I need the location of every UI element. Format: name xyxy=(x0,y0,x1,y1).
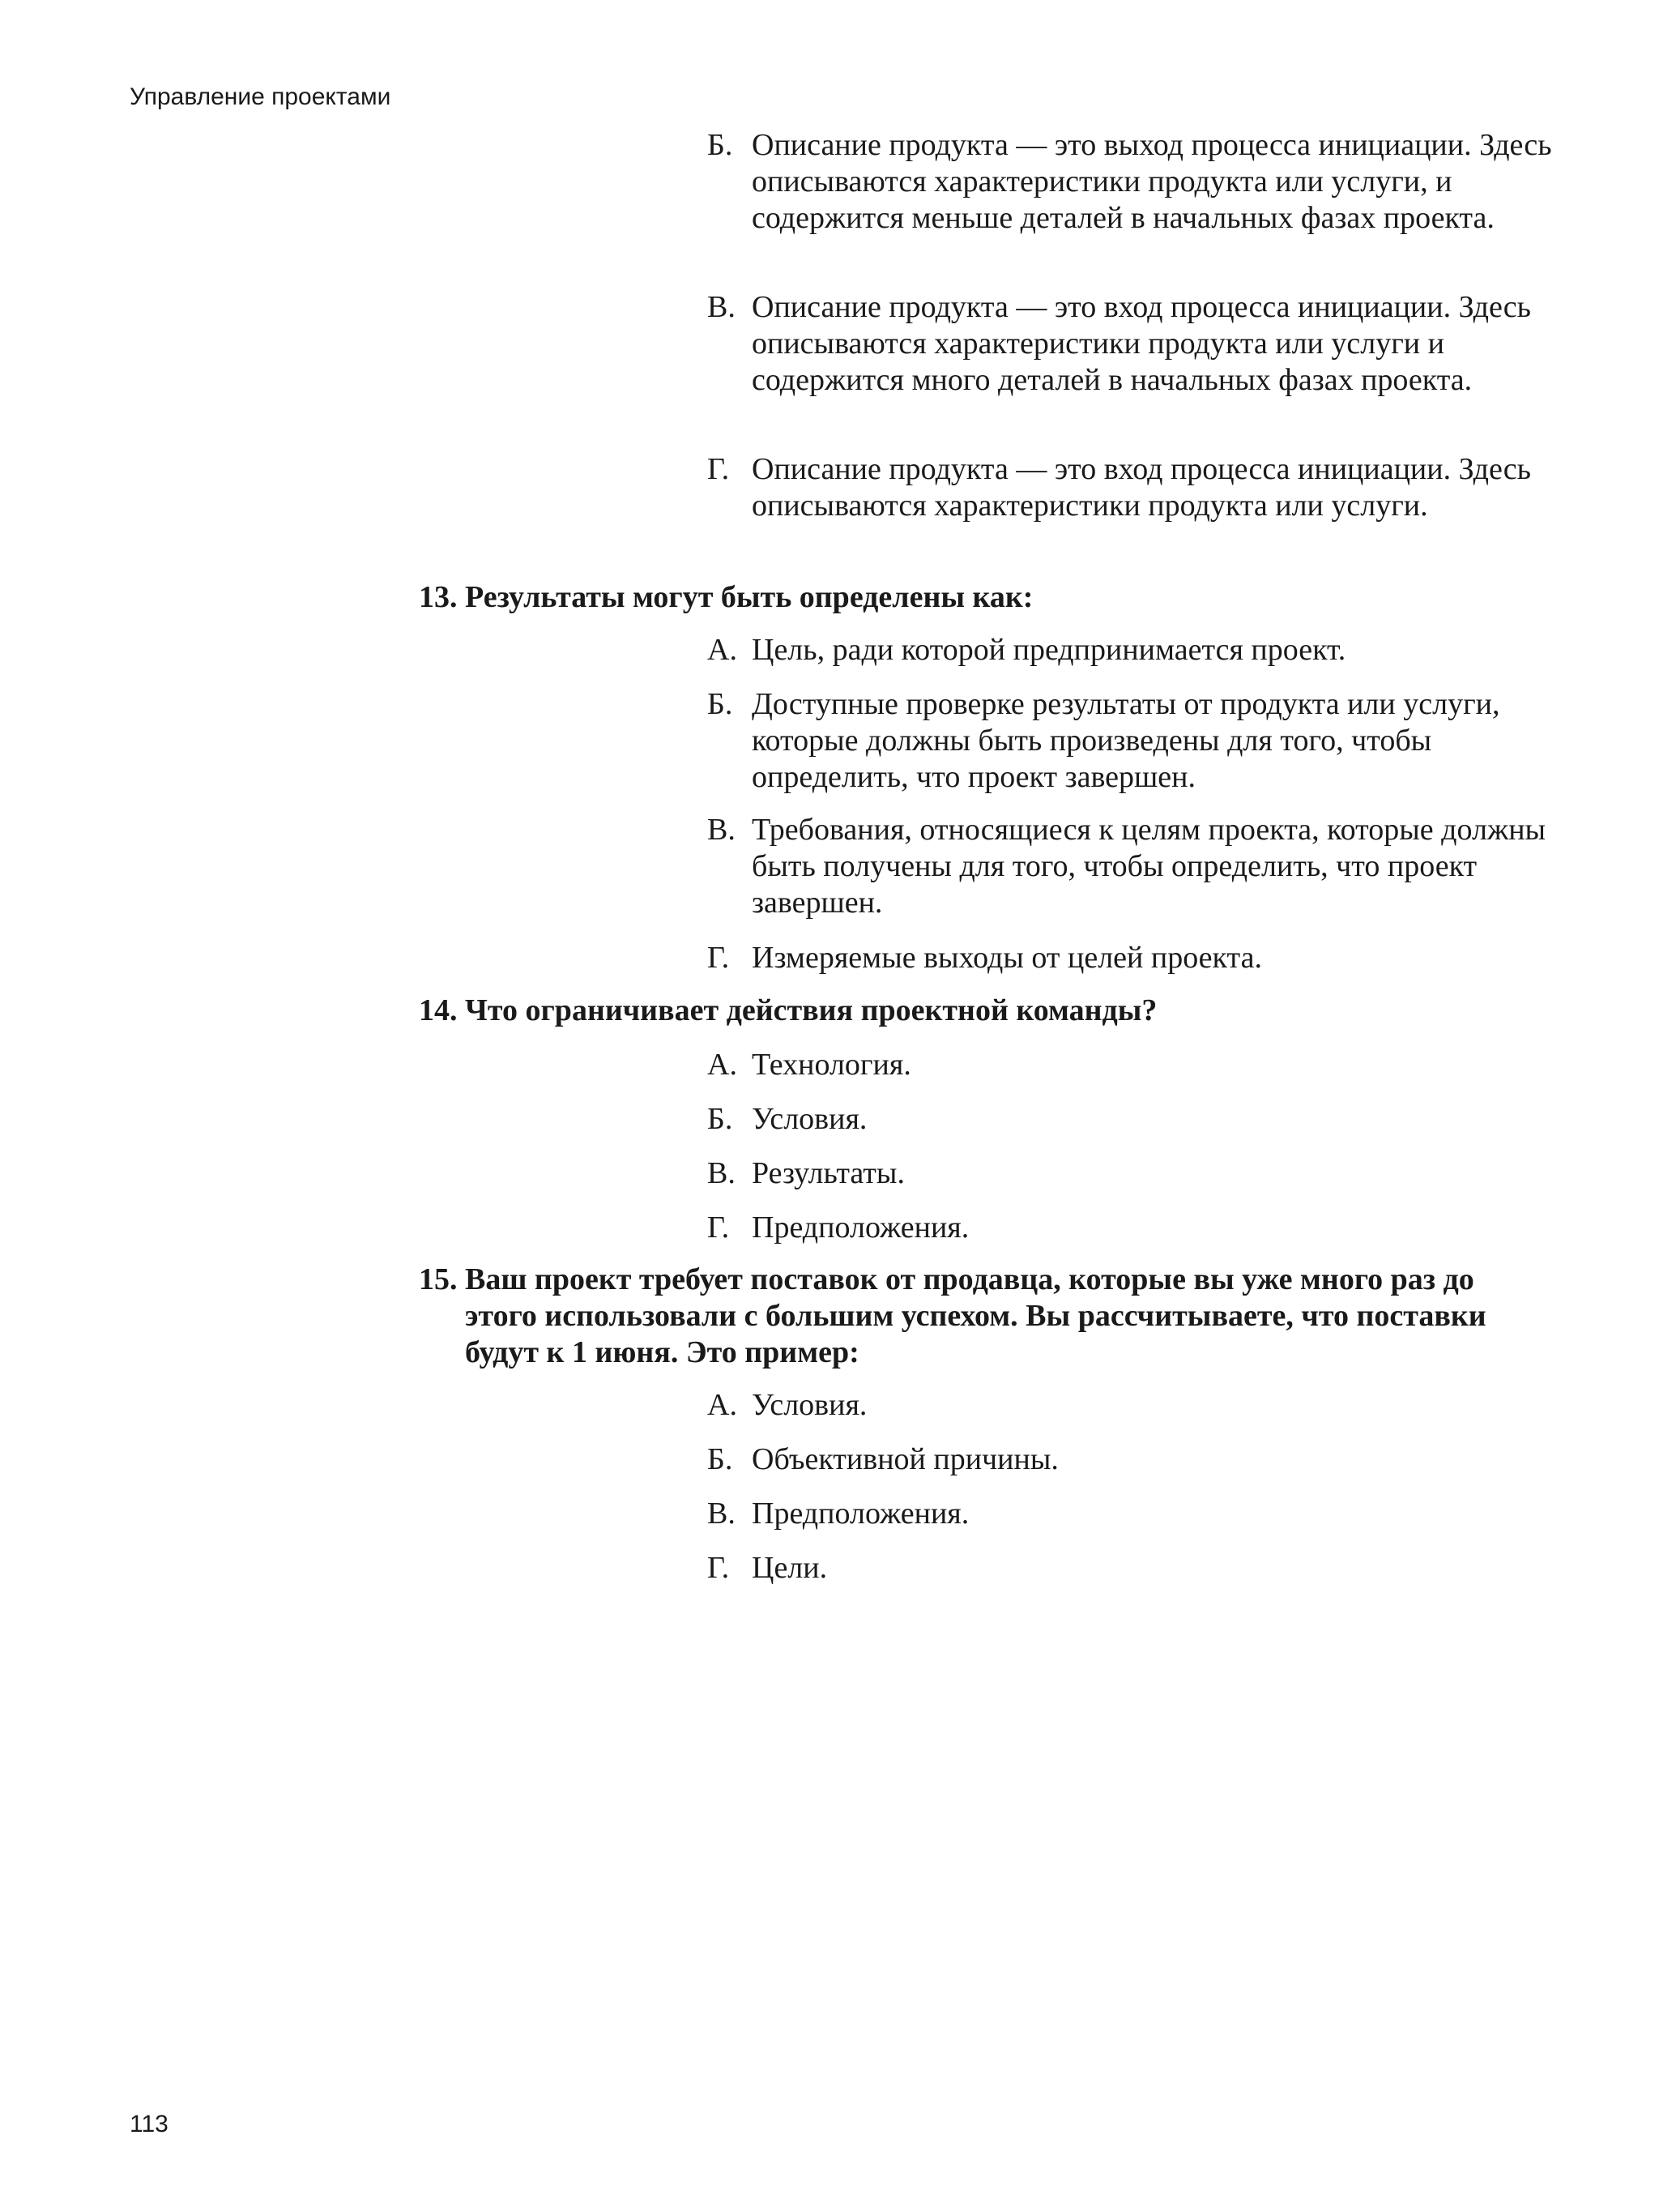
q15-option-g xyxy=(707,1550,1574,1586)
page-number: 113 xyxy=(130,2111,168,2137)
option-letter: Г. xyxy=(707,941,730,975)
question-15 xyxy=(419,1262,1549,1371)
option-letter: В. xyxy=(707,290,736,324)
option-text: Условия. xyxy=(752,1102,868,1136)
option-letter: Г. xyxy=(707,1551,730,1585)
option-letter: В. xyxy=(707,813,736,847)
option-text: Объективной причины. xyxy=(752,1442,1059,1476)
option-text: Описание продукта — это выход процесса инициации. Здесь описываются характеристики продукта или услуги, и содержится меньше деталей в начальных фазах проекта. xyxy=(752,128,1552,235)
question-13 xyxy=(419,579,1549,616)
option-text: Предположения. xyxy=(752,1497,970,1531)
q14-option-v xyxy=(707,1155,1574,1192)
option-letter: В. xyxy=(707,1156,736,1190)
option-text: Цели. xyxy=(752,1551,828,1585)
q14-option-g xyxy=(707,1210,1574,1246)
question-number: 15. xyxy=(419,1262,458,1296)
option-letter: А. xyxy=(707,1048,737,1082)
option-text: Измеряемые выходы от целей проекта. xyxy=(752,941,1262,975)
q15-option-a xyxy=(707,1387,1574,1424)
option-text: Описание продукта — это вход процесса инициации. Здесь описываются характеристики продукта или услуги. xyxy=(752,452,1532,523)
option-letter: А. xyxy=(707,633,737,667)
option-letter: Б. xyxy=(707,687,733,721)
q15-option-b xyxy=(707,1441,1574,1478)
option-letter: Б. xyxy=(707,128,733,162)
q13-option-v xyxy=(707,812,1574,921)
option-letter: Б. xyxy=(707,1102,733,1136)
option-text: Технология. xyxy=(752,1048,911,1082)
option-letter: В. xyxy=(707,1497,736,1531)
option-text: Доступные проверке результаты от продукта или услуги, которые должны быть произведены для того, чтобы определить, что проект завершен. xyxy=(752,687,1500,794)
running-header: Управление проектами xyxy=(130,83,391,110)
question-text: Результаты могут быть определены как: xyxy=(465,580,1034,614)
q12-option-b xyxy=(707,127,1574,237)
q15-option-v xyxy=(707,1496,1574,1532)
q13-option-a xyxy=(707,632,1574,668)
q14-option-b xyxy=(707,1101,1574,1138)
question-number: 14. xyxy=(419,993,458,1027)
option-text: Описание продукта — это вход процесса инициации. Здесь описываются характеристики продукта или услуги и содержится много деталей в начальных фазах проекта. xyxy=(752,290,1532,397)
question-text: Что ограничивает действия проектной команды? xyxy=(465,993,1158,1027)
question-number: 13. xyxy=(419,580,458,614)
question-14 xyxy=(419,993,1549,1029)
q13-option-b xyxy=(707,686,1574,796)
option-text: Результаты. xyxy=(752,1156,905,1190)
q12-option-v xyxy=(707,289,1574,399)
q12-option-g xyxy=(707,451,1574,524)
option-letter: Г. xyxy=(707,1211,730,1245)
q13-option-g xyxy=(707,940,1574,976)
option-letter: Б. xyxy=(707,1442,733,1476)
option-letter: Г. xyxy=(707,452,730,486)
option-text: Предположения. xyxy=(752,1211,970,1245)
question-text: Ваш проект требует поставок от продавца, которые вы уже много раз до этого использовали с большим успехом. Вы рассчитываете, что поставки будут к 1 июня. Это пример: xyxy=(465,1262,1486,1369)
option-text: Условия. xyxy=(752,1388,868,1422)
option-text: Цель, ради которой предпринимается проект. xyxy=(752,633,1346,667)
option-text: Требования, относящиеся к целям проекта, которые должны быть получены для того, чтобы определить, что проект завершен. xyxy=(752,813,1546,920)
q14-option-a xyxy=(707,1047,1574,1083)
option-letter: А. xyxy=(707,1388,737,1422)
